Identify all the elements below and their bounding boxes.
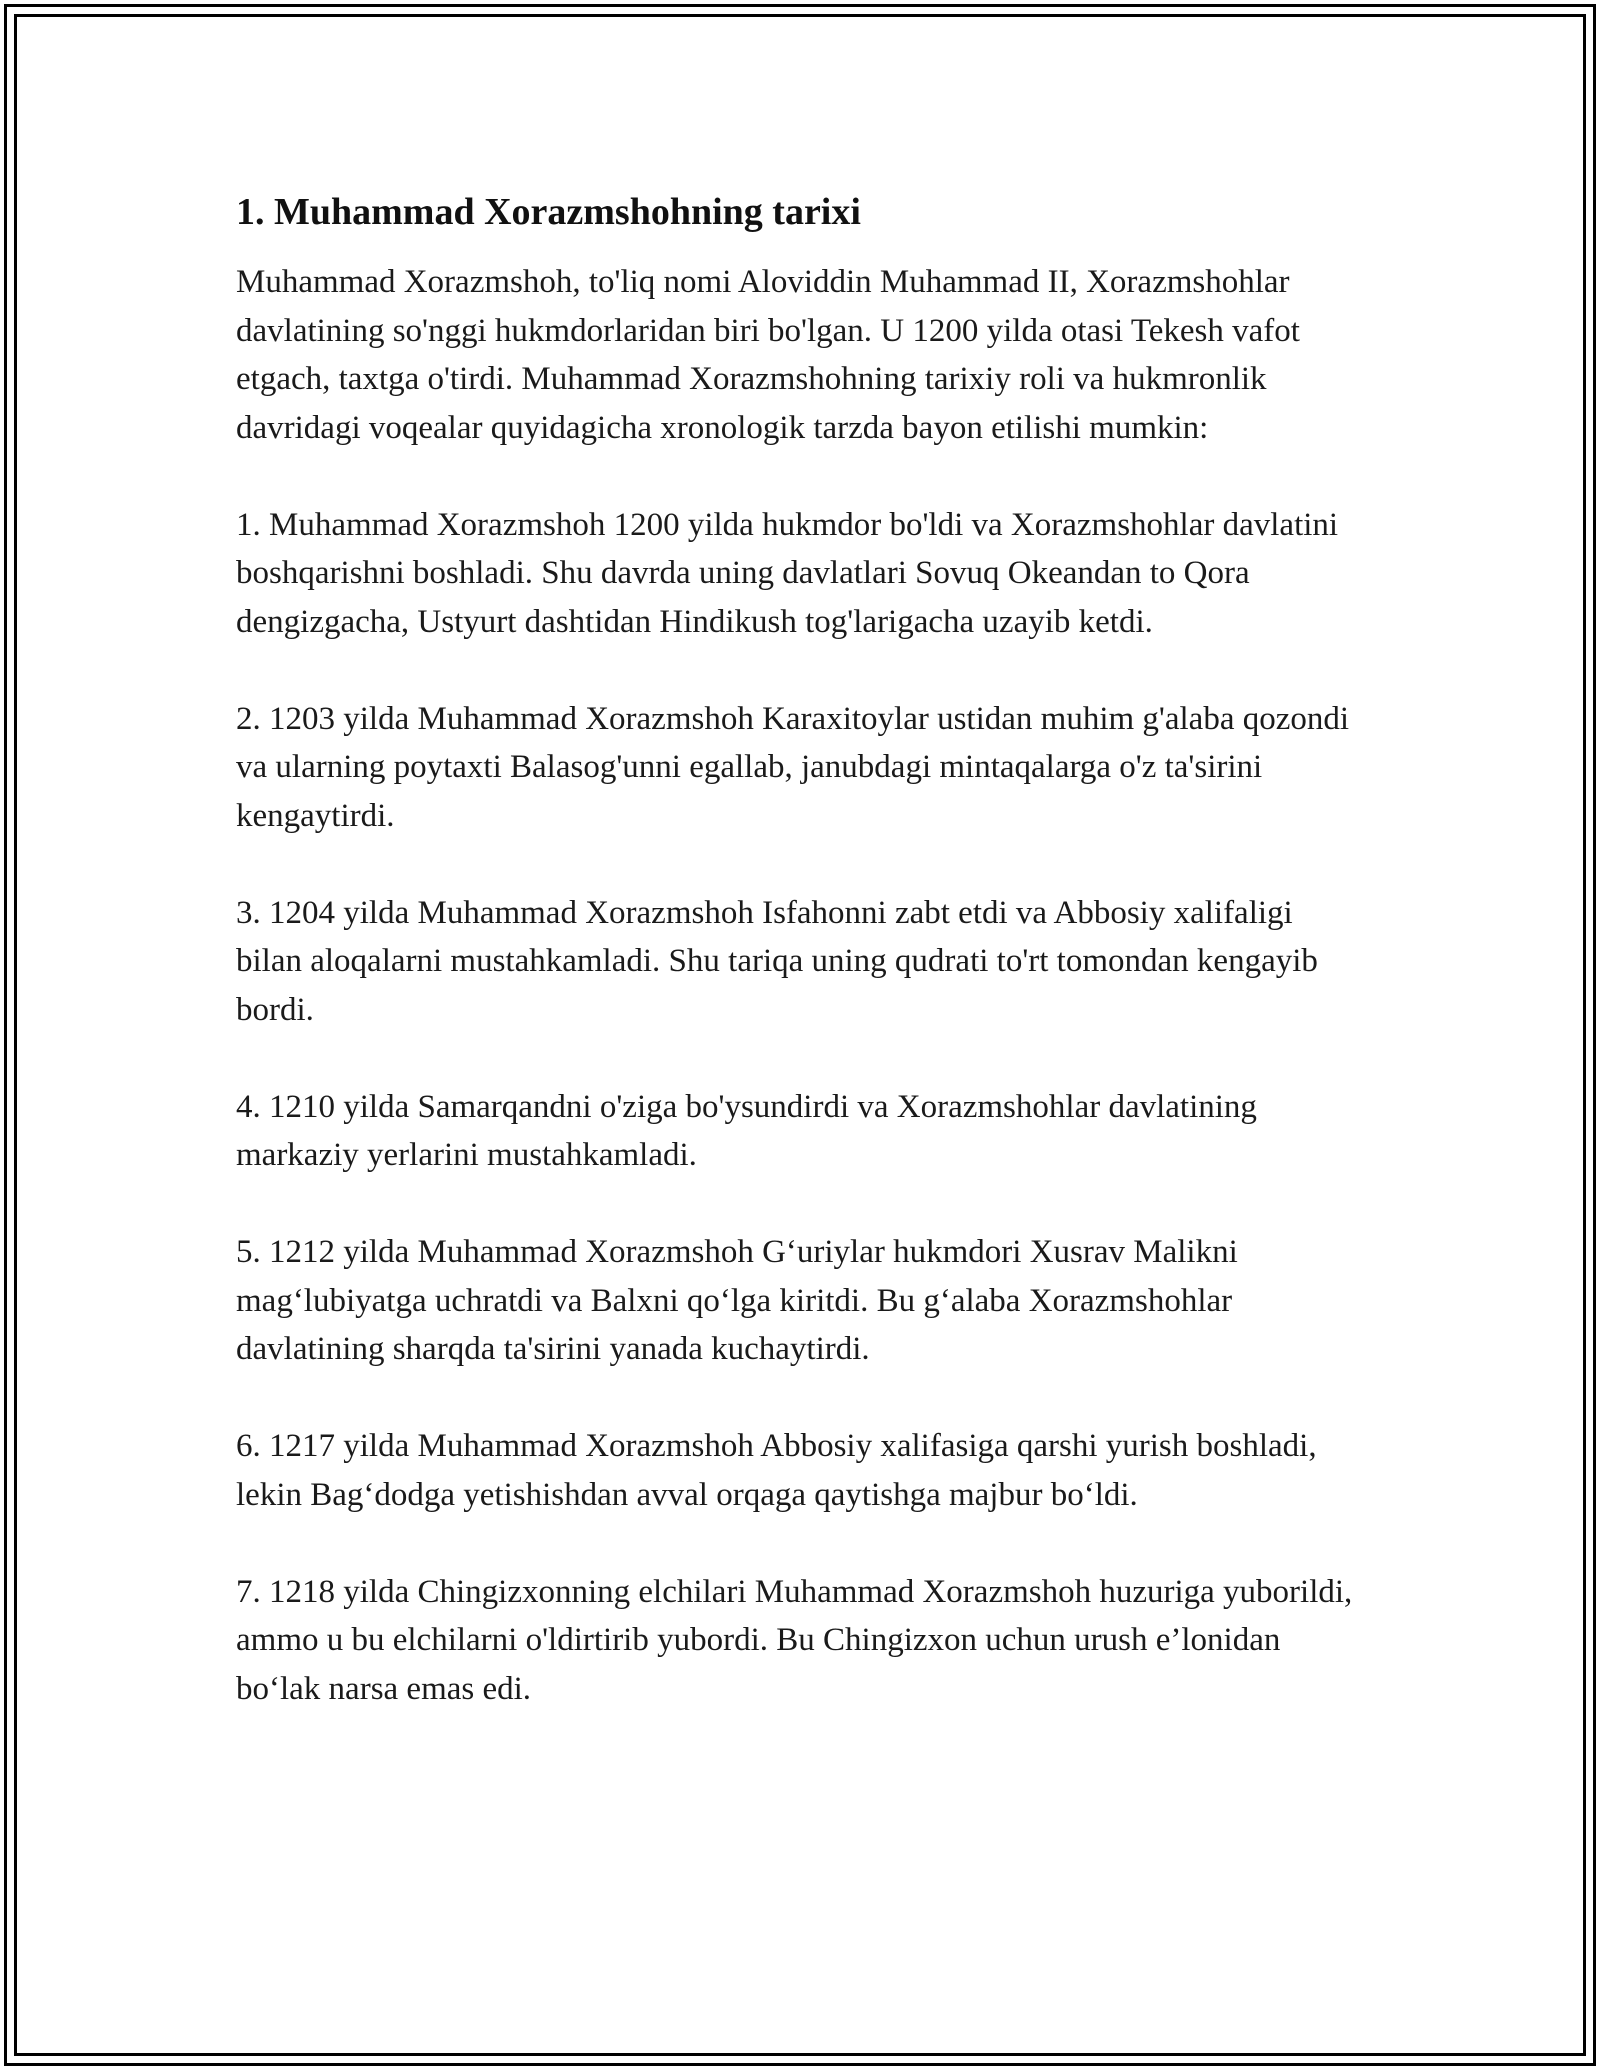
event-paragraph-7: 7. 1218 yilda Chingizxonning elchilari Muhammad Xorazmshoh huzuriga yuborildi, ammo u bu elchilarni o'ldirtirib yubordi. Bu Chingizxon uchun urush e’lonidan bo‘lak narsa emas edi. [236, 1573, 1353, 1707]
event-paragraph-1: 1. Muhammad Xorazmshoh 1200 yilda hukmdor bo'ldi va Xorazmshohlar davlatini boshqarishni boshladi. Shu davrda uning davlatlari Sovuq Okeandan to Qora dengizgacha, Ustyurt dashtidan Hindikush tog'larigacha uzayib ketdi. [236, 506, 1339, 640]
document-title: 1. Muhammad Xorazmshohning tarixi [236, 191, 861, 233]
event-paragraph-3: 3. 1204 yilda Muhammad Xorazmshoh Isfahonni zabt etdi va Abbosiy xalifaligi bilan aloqalarni mustahkamladi. Shu tariqa uning qudrati to'rt tomondan kengayib bordi. [236, 894, 1318, 1028]
intro-paragraph: Muhammad Xorazmshoh, to'liq nomi Aloviddin Muhammad II, Xorazmshohlar davlatining so'nggi hukmdorlaridan biri bo'lgan. U 1200 yilda otasi Tekesh vafot etgach, taxtga o'tirdi. Muhammad Xorazmshohning tarixiy roli va hukmronlik davridagi voqealar quyidagicha xronologik tarzda bayon etilishi mumkin: [236, 264, 1300, 446]
event-paragraph-4: 4. 1210 yilda Samarqandni o'ziga bo'ysundirdi va Xorazmshohlar davlatining markaziy yerlarini mustahkamladi. [236, 1088, 1257, 1173]
event-paragraph-2: 2. 1203 yilda Muhammad Xorazmshoh Karaxitoylar ustidan muhim g'alaba qozondi va ularning poytaxti Balasog'unni egallab, janubdagi mintaqalarga o'z ta'sirini kengaytirdi. [236, 700, 1350, 834]
event-paragraph-5: 5. 1212 yilda Muhammad Xorazmshoh G‘uriylar hukmdori Xusrav Malikni mag‘lubiyatga uchratdi va Balxni qo‘lga kiritdi. Bu g‘alaba Xorazmshohlar davlatining sharqda ta'sirini yanada kuchaytirdi. [236, 1234, 1238, 1367]
document-body [236, 188, 1366, 1762]
event-paragraph-6: 6. 1217 yilda Muhammad Xorazmshoh Abbosiy xalifasiga qarshi yurish boshladi, lekin Bag‘dodga yetishishdan avval orqaga qaytishga majbur bo‘ldi. [236, 1428, 1317, 1513]
